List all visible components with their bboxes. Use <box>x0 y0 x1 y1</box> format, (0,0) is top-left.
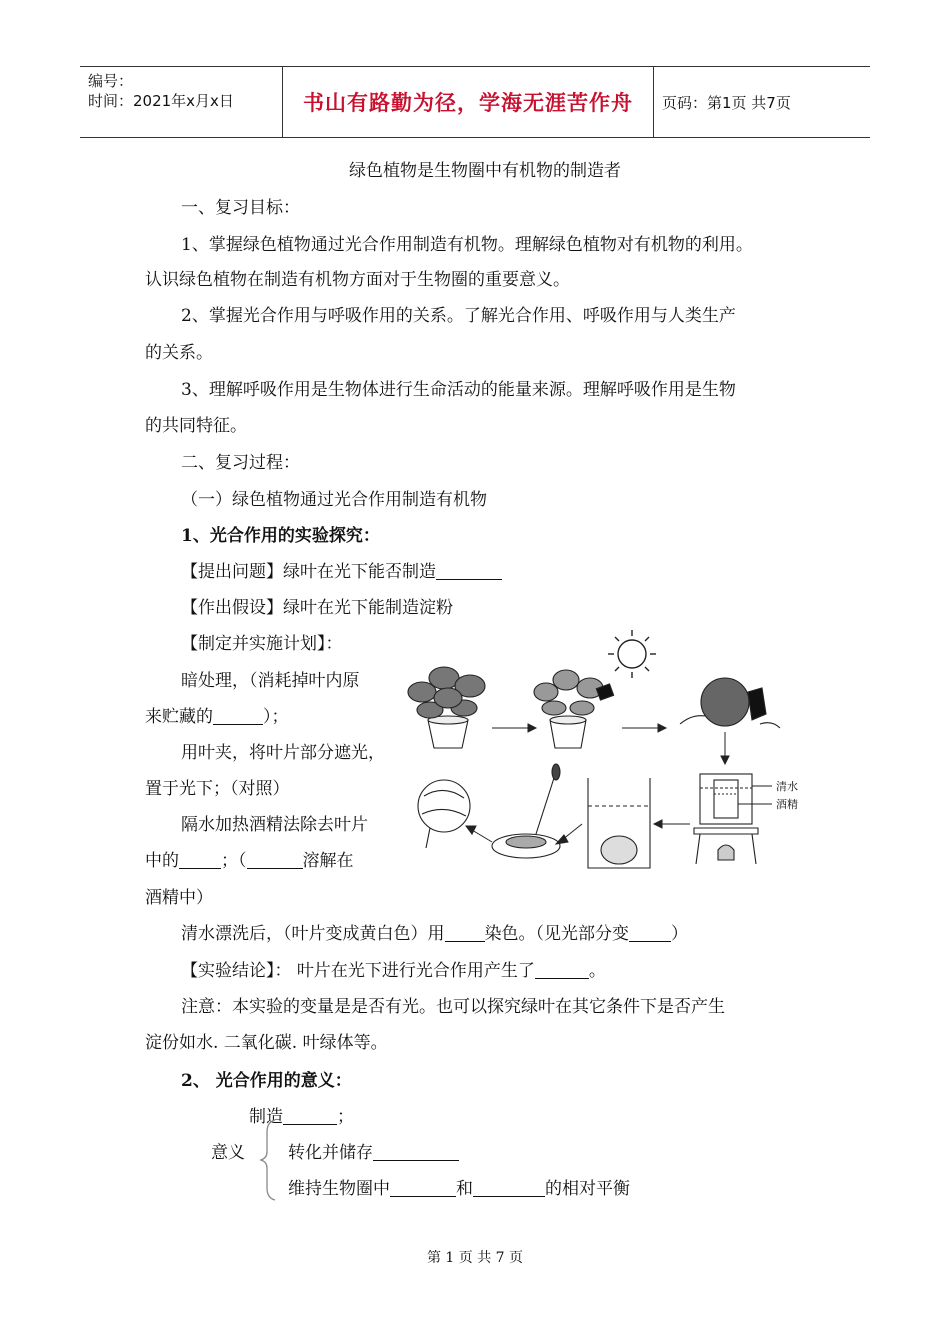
goal-2-line-2: 的关系。 <box>145 343 213 363</box>
heat-line-3: 酒精中） <box>145 888 213 908</box>
balance-text-a: 维持生物圈中 <box>288 1179 390 1199</box>
significance-store <box>288 1142 459 1164</box>
goal-2-line-1: 2、掌握光合作用与呼吸作用的关系。了解光合作用、呼吸作用与人类生产 <box>181 306 736 326</box>
fill-blank <box>247 850 303 869</box>
page-header <box>80 66 870 138</box>
plan-heading: 【制定并实施计划】： <box>181 634 343 654</box>
arrow-left-icon <box>654 820 690 828</box>
arrow-left-icon <box>466 826 492 842</box>
goal-3-line-2: 的共同特征。 <box>145 416 247 436</box>
clip-line-2: 置于光下；（对照） <box>145 779 290 799</box>
fill-blank <box>629 923 671 942</box>
rinse-line <box>181 923 688 945</box>
fill-blank <box>213 706 263 725</box>
heading-experiment: 1、光合作用的实验探究： <box>181 526 380 546</box>
water-bath-heater-icon <box>694 774 772 864</box>
fill-blank <box>283 1106 337 1125</box>
arrow-right-icon <box>622 724 666 732</box>
header-motto-cell <box>282 67 654 137</box>
dark-treatment-line-1: 暗处理，（消耗掉叶内原 <box>181 671 360 691</box>
conclusion-text: 【实验结论】： 叶片在光下进行光合作用产生了 <box>181 961 535 981</box>
goal-1-line-2: 认识绿色植物在制造有机物方面对于生物圈的重要意义。 <box>145 270 570 290</box>
fill-blank <box>436 561 502 580</box>
potted-plant-icon <box>408 667 485 748</box>
question-line <box>181 561 502 583</box>
rinse-text-a: 清水漂洗后，（叶片变成黄白色）用 <box>181 924 445 944</box>
header-page-info: 页码：第1页 共7页 <box>662 93 791 112</box>
fill-blank <box>473 1178 545 1197</box>
balance-text-b: 和 <box>456 1179 473 1199</box>
make-text: 制造 <box>249 1107 283 1127</box>
conclusion-end: 。 <box>588 961 606 981</box>
arrow-right-icon <box>492 724 536 732</box>
rinse-text-b: 染色。（见光部分变 <box>484 924 629 944</box>
header-meta <box>80 67 282 137</box>
detached-leaf-icon <box>680 678 780 728</box>
arrow-down-icon <box>721 732 729 764</box>
heat-text-a: 中的 <box>145 851 179 871</box>
section-heading-process: 二、复习过程： <box>181 453 300 473</box>
dark-treatment-end: ）； <box>263 707 289 727</box>
fill-blank <box>179 850 221 869</box>
header-id-label: 编号： <box>88 72 134 90</box>
heat-line-2 <box>145 850 354 872</box>
heat-line-1: 隔水加热酒精法除去叶片 <box>181 815 368 835</box>
conclusion-line <box>181 960 606 982</box>
note-line-2: 淀份如水. 二氧化碳. 叶绿体等。 <box>145 1033 388 1053</box>
subsection-heading: （一）绿色植物通过光合作用制造有机物 <box>181 490 487 510</box>
heat-text-c: 溶解在 <box>302 851 354 871</box>
label-alcohol: 酒精 <box>776 798 798 811</box>
rinse-text-c: ） <box>671 924 688 944</box>
fill-blank <box>445 923 485 942</box>
dark-treatment-line-2 <box>145 706 289 728</box>
significance-label: 意义 <box>211 1143 245 1163</box>
experiment-diagram <box>400 628 830 878</box>
header-page-info-cell <box>654 67 870 137</box>
section-heading-goals: 一、复习目标： <box>181 198 300 218</box>
label-water: 清水 <box>776 780 798 793</box>
doc-title: 绿色植物是生物圈中有机物的制造者 <box>349 161 621 181</box>
heat-text-b: ；（ <box>221 851 247 871</box>
fill-blank <box>373 1142 459 1161</box>
sun-icon <box>608 630 656 678</box>
heading-significance: 2、 光合作用的意义： <box>181 1071 352 1091</box>
dark-treatment-text: 来贮藏的 <box>145 707 213 727</box>
goal-3-line-1: 3、理解呼吸作用是生物体进行生命活动的能量来源。理解呼吸作用是生物 <box>181 380 736 400</box>
balance-text-c: 的相对平衡 <box>545 1179 630 1199</box>
question-label: 【提出问题】绿叶在光下能否制造 <box>181 562 436 582</box>
store-text: 转化并储存 <box>288 1143 373 1163</box>
goal-1-line-1: 1、掌握绿色植物通过光合作用制造有机物。理解绿色植物对有机物的利用。 <box>181 235 753 255</box>
fill-blank <box>535 960 589 979</box>
arrow-left-icon <box>556 824 582 844</box>
page-footer: 第 1 页 共 7 页 <box>426 1250 524 1266</box>
note-line-1: 注意：本实验的变量是是否有光。也可以探究绿叶在其它条件下是否产生 <box>181 997 725 1017</box>
make-end: ； <box>337 1107 354 1127</box>
header-date-label: 时间：2021年x月x日 <box>88 92 234 110</box>
significance-balance <box>288 1178 630 1200</box>
petri-dish-dropper-icon <box>492 764 560 858</box>
curly-brace-icon <box>259 1118 279 1202</box>
clip-line-1: 用叶夹，将叶片部分遮光， <box>181 743 385 763</box>
header-motto: 书山有路勤为径，学海无涯苦作舟 <box>303 91 633 115</box>
stained-leaf-icon <box>418 780 470 848</box>
hypothesis-line: 【作出假设】绿叶在光下能制造淀粉 <box>181 598 453 618</box>
shaded-plant-icon <box>534 670 614 748</box>
fill-blank <box>390 1178 456 1197</box>
beaker-icon <box>588 778 650 868</box>
